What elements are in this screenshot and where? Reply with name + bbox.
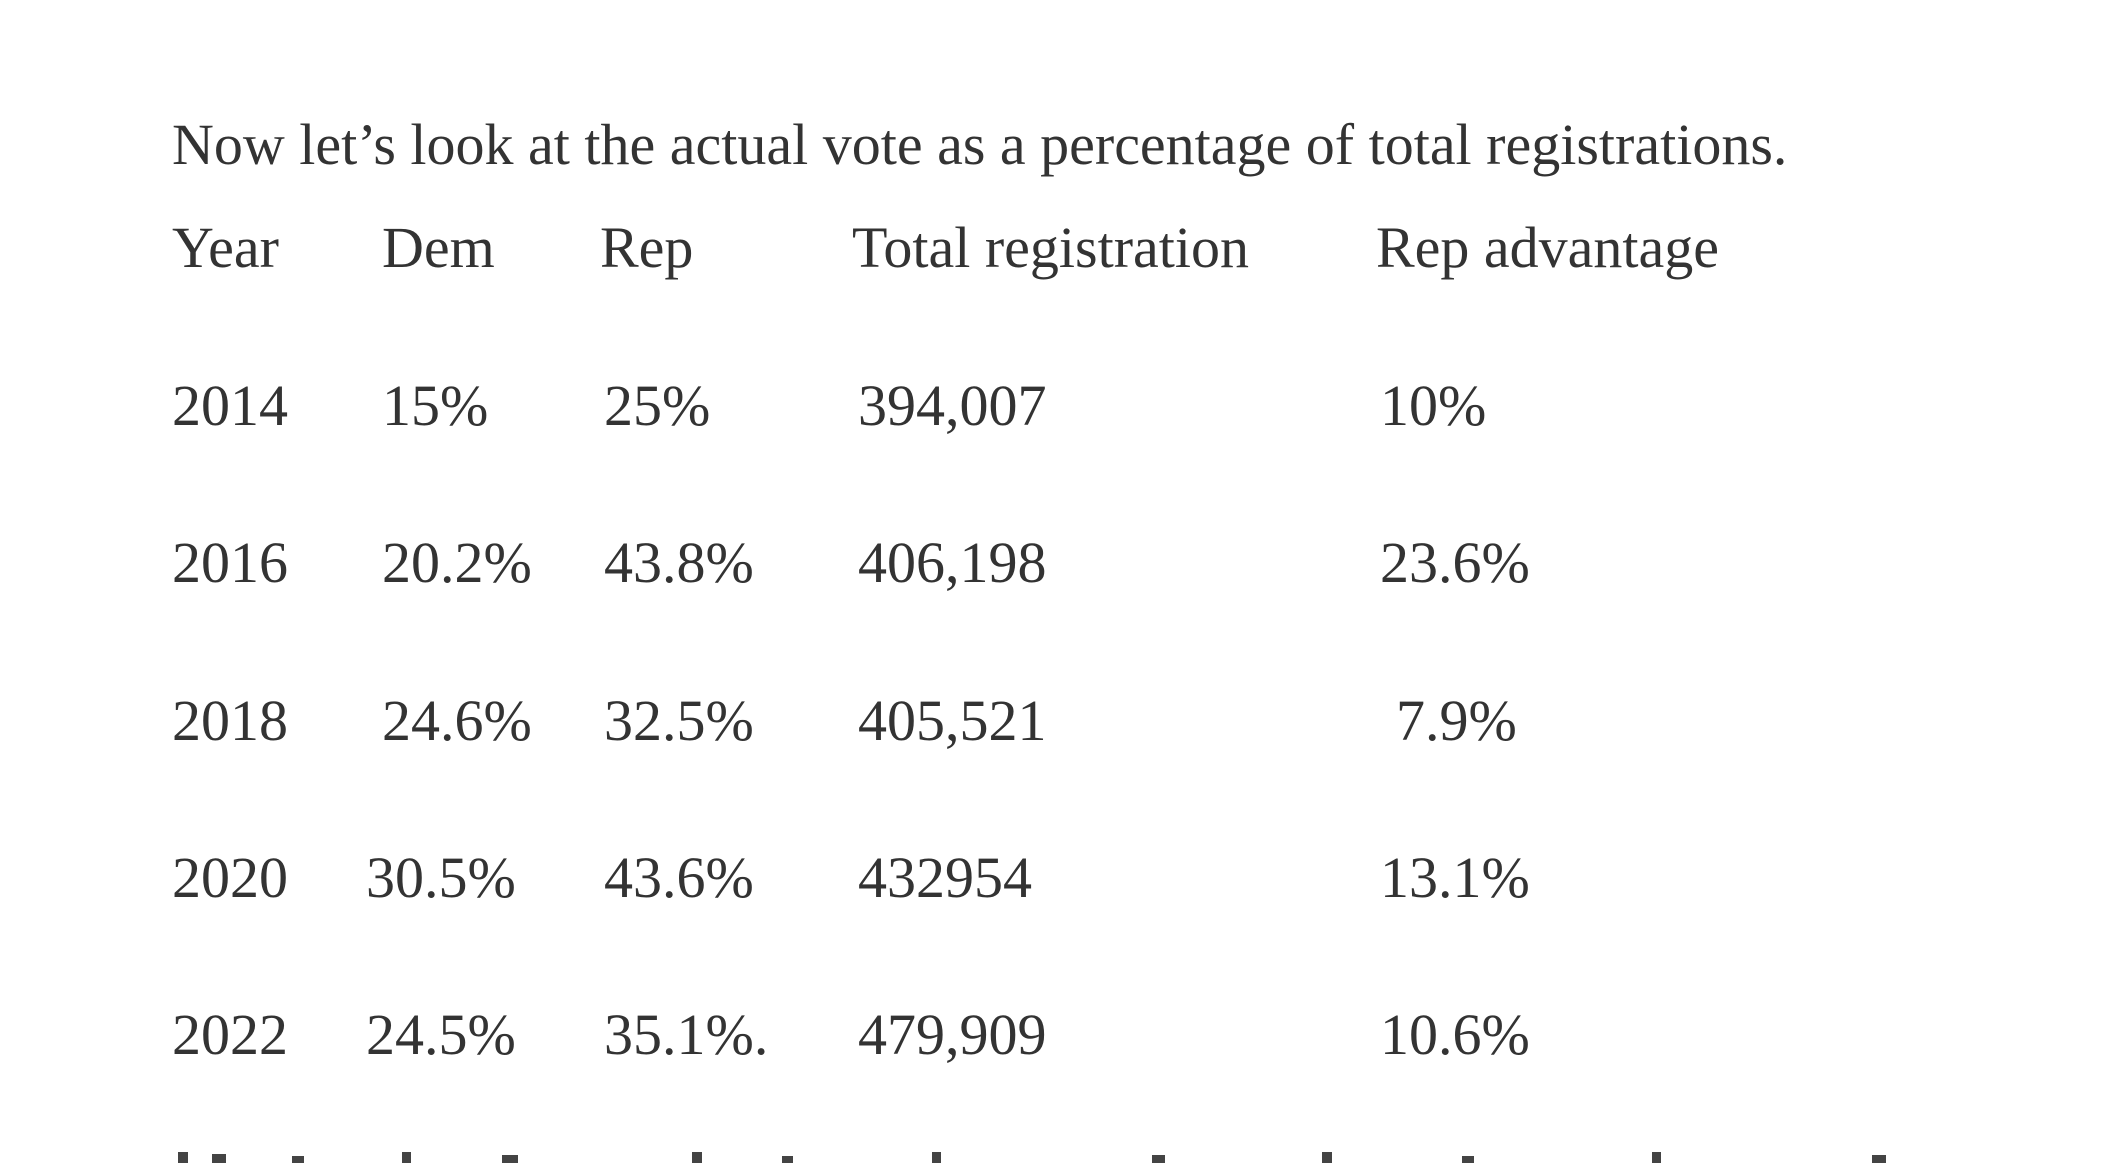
- intro-paragraph: Now let’s look at the actual vote as a percentage of total registrations.: [172, 112, 1788, 177]
- cell-year: 2018: [172, 688, 288, 753]
- cell-dem: 24.5%: [366, 1002, 516, 1067]
- header-rep: Rep: [600, 215, 694, 280]
- cell-rep-advantage: 10%: [1380, 373, 1487, 438]
- cell-total-registration: 405,521: [858, 688, 1047, 753]
- table-row: [0, 990, 2125, 1080]
- cell-dem: 15%: [382, 373, 489, 438]
- cell-dem: 30.5%: [366, 845, 516, 910]
- header-total-registration: Total registration: [852, 215, 1249, 280]
- cell-dem: 24.6%: [382, 688, 532, 753]
- cell-year: 2020: [172, 845, 288, 910]
- cell-rep: 25%: [604, 373, 711, 438]
- header-year: Year: [172, 215, 279, 280]
- truncated-next-line: [172, 1150, 1972, 1163]
- cell-rep-advantage: 10.6%: [1380, 1002, 1530, 1067]
- cell-dem: 20.2%: [382, 530, 532, 595]
- table-row: [0, 676, 2125, 766]
- cell-year: 2022: [172, 1002, 288, 1067]
- header-dem: Dem: [382, 215, 495, 280]
- cell-total-registration: 406,198: [858, 530, 1047, 595]
- truncated-text-glyphs: [172, 1152, 1972, 1163]
- cell-rep-advantage: 23.6%: [1380, 530, 1530, 595]
- cell-rep: 32.5%: [604, 688, 754, 753]
- cell-rep: 35.1%.: [604, 1002, 769, 1067]
- cell-total-registration: 479,909: [858, 1002, 1047, 1067]
- cell-rep: 43.8%: [604, 530, 754, 595]
- table-row: [0, 833, 2125, 923]
- cell-year: 2016: [172, 530, 288, 595]
- cell-year: 2014: [172, 373, 288, 438]
- table-header-row: [0, 203, 2125, 293]
- table-row: [0, 518, 2125, 608]
- table-row: [0, 361, 2125, 451]
- cell-total-registration: 432954: [858, 845, 1032, 910]
- cell-rep-advantage: 7.9%: [1396, 688, 1517, 753]
- cell-total-registration: 394,007: [858, 373, 1047, 438]
- cell-rep: 43.6%: [604, 845, 754, 910]
- header-rep-advantage: Rep advantage: [1376, 215, 1720, 280]
- cell-rep-advantage: 13.1%: [1380, 845, 1530, 910]
